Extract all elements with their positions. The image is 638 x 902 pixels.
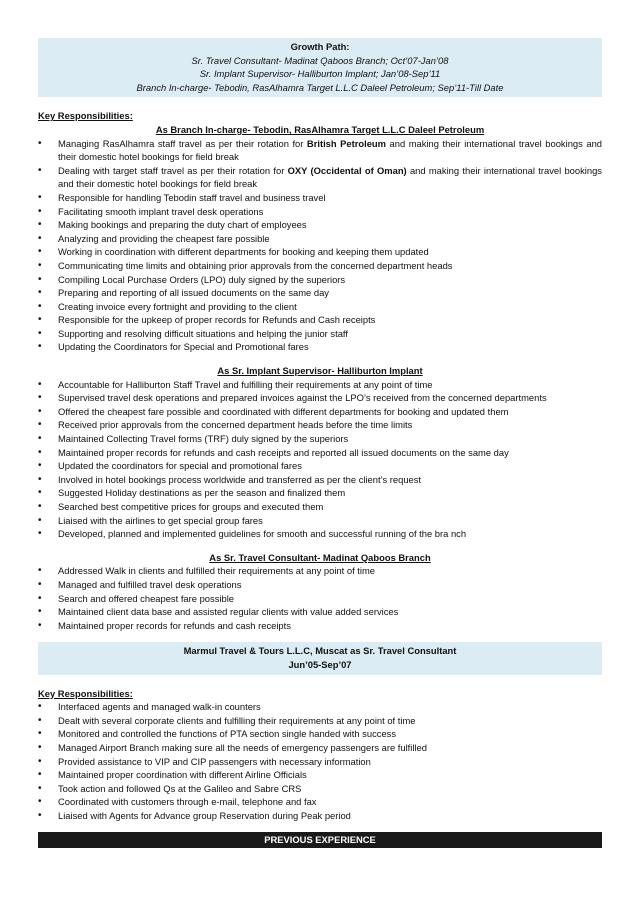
list-item: • Maintained Collecting Travel forms (TRF) duly signed by the superiors [38,432,602,446]
growth-path-line: Sr. Travel Consultant- Madinat Qaboos Branch; Oct’07-Jan’08 [191,54,449,66]
list-item: • Liaised with the airlines to get special group fares [38,514,602,528]
list-item: • Dealt with several corporate clients and fulfilling their requirements at any point of time [38,714,602,728]
list-item: • Compiling Local Purchase Orders (LPO) duly signed by the superiors [38,273,602,287]
marmul-responsibilities-list [38,700,602,822]
growth-path-title: Growth Path: [290,41,350,52]
list-item: • Searched best competitive prices for groups and executed them [38,500,602,514]
list-item: • Preparing and reporting of all issued documents on the same day [38,286,602,300]
list-item: • Managed and fulfilled travel desk operations [38,578,602,592]
consultant-role-title: As Sr. Travel Consultant- Madinat Qaboos Branch [209,551,431,563]
list-item: • Communicating time limits and obtaining prior approvals from the concerned department heads [38,259,602,273]
growth-path-line: Sr. Implant Supervisor- Halliburton Implant; Jan’08-Sep’11 [199,68,441,80]
list-item: • Developed, planned and implemented guidelines for smooth and successful running of the bra nch [38,527,602,541]
list-item: • Coordinated with customers through e-mail, telephone and fax [38,795,602,809]
implant-responsibilities-list [38,378,602,541]
list-item: • Took action and followed Qs at the Galileo and Sabre CRS [38,782,602,796]
list-item: • Working in coordination with different departments for booking and keeping them updated [38,245,602,259]
list-item: • Accountable for Halliburton Staff Travel and fulfilling their requirements at any point of time [38,378,602,392]
list-item: • Suggested Holiday destinations as per the season and finalized them [38,486,602,500]
implant-role-title: As Sr. Implant Supervisor- Halliburton Implant [217,365,423,377]
list-item: • Updating the Coordinators for Special and Promotional fares [38,340,602,354]
branch-responsibilities-list [38,137,602,355]
previous-experience-bar: PREVIOUS EXPERIENCE [38,832,602,848]
key-responsibilities-heading: Key Responsibilities: [38,110,133,122]
list-item: • Supervised travel desk operations and prepared invoices against the LPO’s received from the concerned departments [38,391,602,405]
marmul-employer-box [38,642,602,674]
list-item: • Search and offered cheapest fare possible [38,592,602,606]
employer-dates: Jun’05-Sep’07 [288,658,352,670]
list-item: • Maintained proper records for refunds and cash receipts [38,619,602,633]
list-item: • Updated the coordinators for special and promotional fares [38,459,602,473]
resume-page [38,38,602,848]
list-item: • Managing RasAlhamra staff travel as per their rotation for British Petroleum and making their international travel bookings and their domestic hotel bookings for field break [38,137,602,164]
branch-role-title: As Branch In-charge- Tebodin, RasAlhamra Target L.L.C Daleel Petroleum [155,123,485,135]
list-item: • Dealing with target staff travel as per their rotation for OXY (Occidental of Oman) and making their international travel bookings and their domestic hotel bookings for field break [38,164,602,191]
list-item: • Involved in hotel bookings process worldwide and transferred as per the client’s request [38,473,602,487]
list-item: • Supporting and resolving difficult situations and helping the junior staff [38,327,602,341]
key-responsibilities-heading: Key Responsibilities: [38,687,133,699]
consultant-responsibilities-list [38,564,602,632]
growth-path-box [38,38,602,97]
list-item: • Maintained client data base and assisted regular clients with value added services [38,605,602,619]
list-item: • Creating invoice every fortnight and providing to the client [38,300,602,314]
list-item: • Responsible for the upkeep of proper records for Refunds and Cash receipts [38,313,602,327]
list-item: • Liaised with Agents for Advance group Reservation during Peak period [38,809,602,823]
list-item: • Addressed Walk in clients and fulfilled their requirements at any point of time [38,564,602,578]
list-item: • Interfaced agents and managed walk-in counters [38,700,602,714]
employer-title: Marmul Travel & Tours L.L.C, Muscat as Sr. Travel Consultant [183,645,457,657]
list-item: • Provided assistance to VIP and CIP passengers with necessary information [38,755,602,769]
list-item: • Facilitating smooth implant travel desk operations [38,205,602,219]
list-item: • Responsible for handling Tebodin staff travel and business travel [38,191,602,205]
list-item: • Maintained proper coordination with different Airline Officials [38,768,602,782]
growth-path-line: Branch In-charge- Tebodin, RasAlhamra Target L.L.C Daleel Petroleum; Sep’11-Till Date [136,81,504,93]
list-item: • Making bookings and preparing the duty chart of employees [38,218,602,232]
list-item: • Received prior approvals from the concerned department heads before the time limits [38,418,602,432]
list-item: • Analyzing and providing the cheapest fare possible [38,232,602,246]
list-item: • Maintained proper records for refunds and cash receipts and reported all issued documents on the same day [38,446,602,460]
list-item: • Monitored and controlled the functions of PTA section single handed with success [38,727,602,741]
list-item: • Managed Airport Branch making sure all the needs of emergency passengers are fulfilled [38,741,602,755]
list-item: • Offered the cheapest fare possible and coordinated with different departments for booking and updated them [38,405,602,419]
